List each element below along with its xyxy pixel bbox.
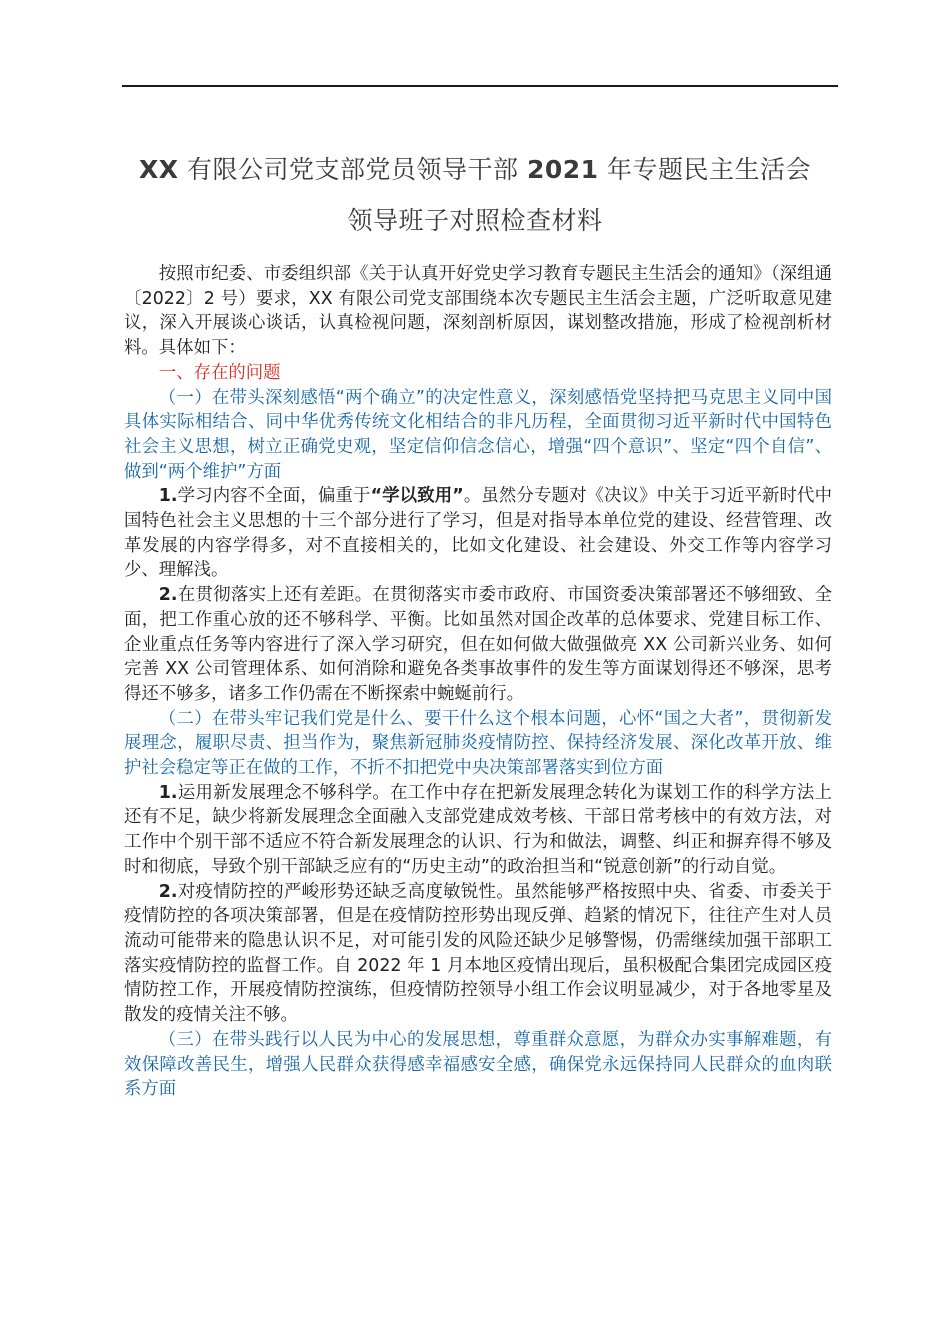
document-title-line-2: 领导班子对照检查材料 xyxy=(347,206,603,235)
section-heading-problems: 一、存在的问题 xyxy=(158,362,281,383)
document-title-line-1: XX 有限公司党支部党员领导干部 2021 年专题民主生活会 xyxy=(138,155,811,184)
sub1-item-1: 1.学习内容不全面，偏重于“学以致用”。虽然分专题对《决议》中关于习近平新时代中国特色社会主义思想的十三个部分进行了学习，但是对指导本单位党的建设、经营管理、改革发展的内容学得多，对不直接相关的，比如文化建设、社会建设、外交工作等内容学习少、理解浅。 xyxy=(124,486,832,581)
document-body xyxy=(124,262,832,1102)
sub2-item-1: 1.运用新发展理念不够科学。在工作中存在把新发展理念转化为谋划工作的科学方法上还有不足，缺少将新发展理念全面融入支部党建成效考核、干部日常考核中的有效方法，对工作中个别干部不适应不符合新发展理念的认识、行为和做法，调整、纠正和摒弃得不够及时和彻底，导致个别干部缺乏应有的“历史主动”的政治担当和“锐意创新”的行动自觉。 xyxy=(124,782,832,877)
subsection-heading-2: （二）在带头牢记我们党是什么、要干什么这个根本问题，心怀“国之大者”，贯彻新发展理念，履职尽责、担当作为，聚焦新冠肺炎疫情防控、保持经济发展、深化改革开放、维护社会稳定等正在做的工作，不折不扣把党中央决策部署落实到位方面 xyxy=(124,708,832,779)
header-rule xyxy=(122,85,838,87)
sub1-item-2: 2.在贯彻落实上还有差距。在贯彻落实市委市政府、市国资委决策部署还不够细致、全面，把工作重心放的还不够科学、平衡。比如虽然对国企改革的总体要求、党建目标工作、企业重点任务等内容进行了深入学习研究，但在如何做大做强做亮 XX 公司新兴业务、如何完善 XX 公司管理体系、如何消除和避免各类事故事件的发生等方面谋划得还不够深，思考得还不够多，诸多工作仍需在不断探索中蜿蜒前行。 xyxy=(124,585,832,704)
subsection-heading-3: （三）在带头践行以人民为中心的发展思想，尊重群众意愿，为群众办实事解难题，有效保障改善民生，增强人民群众获得感幸福感安全感，确保党永远保持同人民群众的血肉联系方面 xyxy=(124,1029,832,1100)
intro-paragraph: 按照市纪委、市委组织部《关于认真开好党史学习教育专题民主生活会的通知》（深组通〔2022〕2 号）要求，XX 有限公司党支部围绕本次专题民主生活会主题，广泛听取意见建议，深入开展谈心谈话，认真检视问题，深刻剖析原因，谋划整改措施，形成了检视剖析材料。具体如下： xyxy=(124,264,832,359)
sub2-item-2: 2.对疫情防控的严峻形势还缺乏高度敏锐性。虽然能够严格按照中央、省委、市委关于疫情防控的各项决策部署，但是在疫情防控形势出现反弹、趋紧的情况下，往往产生对人员流动可能带来的隐患认识不足，对可能引发的风险还缺少足够警惕，仍需继续加强干部职工落实疫情防控的监督工作。自 2022 年 1 月本地区疫情出现后，虽积极配合集团完成园区疫情防控工作，开展疫情防控演练，但疫情防控领导小组工作会议明显减少，对于各地零星及散发的疫情关注不够。 xyxy=(124,881,832,1026)
subsection-heading-1: （一）在带头深刻感悟“两个确立”的决定性意义，深刻感悟党坚持把马克思主义同中国具体实际相结合、同中华优秀传统文化相结合的非凡历程，全面贯彻习近平新时代中国特色社会主义思想，树立正确党史观，坚定信仰信念信心，增强“四个意识”、坚定“四个自信”、做到“两个维护”方面 xyxy=(124,387,832,482)
